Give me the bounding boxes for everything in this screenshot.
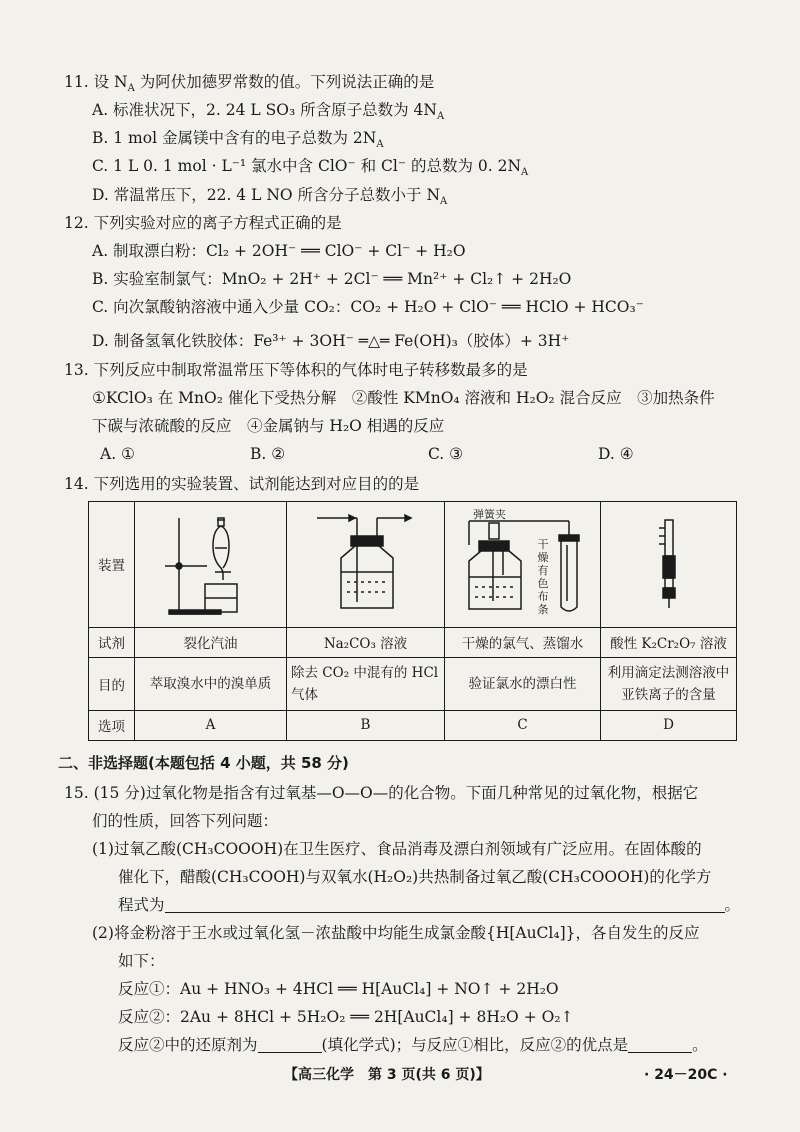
row-label-reagent: 试剂 [89,627,135,657]
q15-part2-question [118,1034,708,1056]
q14-stem: 14. 下列选用的实验装置、试剂能达到对应目的的是 [64,475,420,493]
q11-stem-sub: A [127,83,135,95]
footer-code: · 24－20C · [644,1067,728,1083]
q11-option-b [92,127,384,149]
table-row-purpose [89,657,737,710]
q11-option-d [92,184,447,206]
q15-part2-question-c: 。 [692,1036,708,1054]
row-label-purpose: 目的 [89,657,135,710]
reagent-b: Na₂CO₃ 溶液 [287,627,445,657]
q14-apparatus-table [88,501,737,741]
q11-option-b-sub: A [376,139,384,151]
purpose-b: 除去 CO₂ 中混有的 HCl 气体 [287,657,445,710]
q15-part2-line2: 如下： [118,952,165,970]
apparatus-c [445,502,601,628]
answer-blank-1[interactable] [165,896,725,913]
q13-line1: ①KClO₃ 在 MnO₂ 催化下受热分解 ②酸性 KMnO₄ 溶液和 H₂O₂ 混合反应 ③加热条件 [92,389,715,407]
option-b: B [287,710,445,740]
q11-stem [64,71,434,93]
q11-stem-tail: 为阿伏加德罗常数的值。下列说法正确的是 [134,73,435,91]
q12-option-b: B. 实验室制氯气：MnO₂ + 2H⁺ + 2Cl⁻ ══ Mn²⁺ + Cl₂↑ + 2H₂O [92,270,572,288]
q15-part1-line2: 催化下，醋酸(CH₃COOH)与双氧水(H₂O₂)共热制备过氧乙酸(CH₃COOOH)的化学方 [118,868,712,886]
chlorine-bleach-apparatus-drawing [449,505,599,619]
q15-part2-line1: (2)将金粉溶于王水或过氧化氢－浓盐酸中均能生成氯金酸{H[AuCl₄]}，各自发生的反应 [92,924,700,942]
q11-option-d-text: D. 常温常压下，22. 4 L NO 所含分子总数小于 N [92,186,441,204]
q15-stem-line2: 们的性质，回答下列问题： [92,812,279,830]
q12-option-c: C. 向次氯酸钠溶液中通入少量 CO₂：CO₂ + H₂O + ClO⁻ ══ HClO + HCO₃⁻ [92,298,644,316]
reagent-c: 干燥的氯气、蒸馏水 [445,627,601,657]
purpose-d: 利用滴定法测溶液中亚铁离子的含量 [601,657,737,710]
clamp-label: 弹簧夹 [473,508,506,521]
q11-option-a-sub: A [436,111,445,123]
option-d: D [601,710,737,740]
q13-option-b: B. ② [250,445,286,463]
q11-option-c [92,155,528,177]
option-a: A [135,710,287,740]
section2-title: 二、非选择题(本题包括 4 小题，共 58 分) [58,754,349,772]
q13-line2: 下碳与浓硫酸的反应 ④金属钠与 H₂O 相遇的反应 [92,417,445,435]
q15-part2-question-a: 反应②中的还原剂为 [118,1036,258,1054]
q15-part1-line3 [118,894,740,916]
q15-part1-line3-text: 程式为 [118,896,165,914]
q12-stem: 12. 下列实验对应的离子方程式正确的是 [64,214,342,232]
reagent-d: 酸性 K₂Cr₂O₇ 溶液 [601,627,737,657]
q13-option-c: C. ③ [428,445,464,463]
q11-option-a [92,99,444,121]
q15-stem-line1: 15. (15 分)过氧化物是指含有过氧基—O—O—的化合物。下面几种常见的过氧化物，根据它 [64,784,699,802]
q15-part1-line1: (1)过氧乙酸(CH₃COOOH)在卫生医疗、食品消毒及漂白剂领域有广泛应用。在固体酸的 [92,840,702,858]
answer-blank-2[interactable] [258,1036,322,1053]
burette-drawing [629,506,709,618]
q12-option-a: A. 制取漂白粉：Cl₂ + 2OH⁻ ══ ClO⁻ + Cl⁻ + H₂O [92,242,466,260]
reagent-a: 裂化汽油 [135,627,287,657]
table-row-reagent [89,627,737,657]
q15-part2-question-b: (填化学式)；与反应①相比，反应②的优点是 [321,1036,629,1054]
q13-option-a: A. ① [100,445,135,463]
q11-stem-text: 11. 设 N [64,73,128,91]
q11-option-a-text: A. 标准状况下，2. 24 L SO₃ 所含原子总数为 4N [92,101,437,119]
option-c: C [445,710,601,740]
row-label-apparatus: 装置 [89,502,135,628]
q11-option-d-sub: A [440,196,448,208]
apparatus-a [135,502,287,628]
apparatus-b [287,502,445,628]
q15-reaction-1: 反应①：Au + HNO₃ + 4HCl ══ H[AuCl₄] + NO↑ + 2H₂O [118,980,559,998]
purpose-c: 验证氯水的漂白性 [445,657,601,710]
table-row-option [89,710,737,740]
dry-cloth-label: 干燥有色布条 [537,538,549,616]
q11-option-c-sub: A [521,167,529,179]
q13-option-d: D. ④ [598,445,634,463]
q11-option-b-text: B. 1 mol 金属镁中含有的电子总数为 2N [92,129,377,147]
table-row-apparatus [89,502,737,628]
footer-title: 【高三化学 第 3 页(共 6 页)】 [284,1067,490,1083]
separatory-funnel-drawing [151,506,271,618]
q15-part1-end: 。 [724,896,741,914]
q13-stem: 13. 下列反应中制取常温常压下等体积的气体时电子转移数最多的是 [64,361,528,379]
purpose-a: 萃取溴水中的溴单质 [135,657,287,710]
q12-option-d: D. 制备氢氧化铁胶体：Fe³⁺ + 3OH⁻ ═△═ Fe(OH)₃（胶体）+ 3H⁺ [92,332,570,350]
row-label-option: 选项 [89,710,135,740]
answer-blank-3[interactable] [628,1036,692,1053]
apparatus-d [601,502,737,628]
q15-reaction-2: 反应②：2Au + 8HCl + 5H₂O₂ ══ 2H[AuCl₄] + 8H₂O + O₂↑ [118,1008,574,1026]
q11-option-c-text: C. 1 L 0. 1 mol · L⁻¹ 氯水中含 ClO⁻ 和 Cl⁻ 的总数为 0. 2N [92,157,522,175]
gas-washing-bottle-drawing [301,506,431,618]
